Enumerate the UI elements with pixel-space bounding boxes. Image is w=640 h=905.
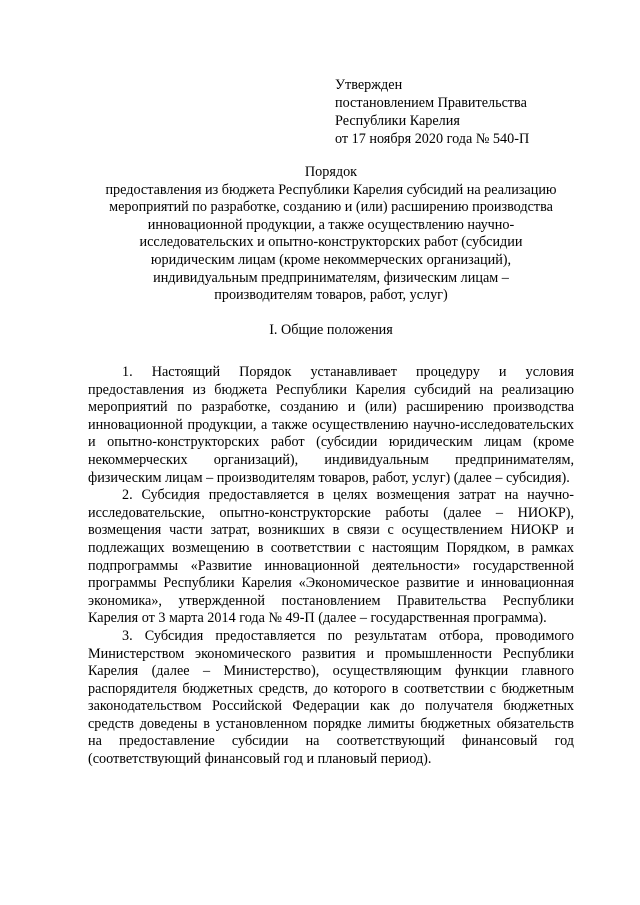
document-body xyxy=(88,364,574,769)
title-line: производителям товаров, работ, услуг) xyxy=(214,287,448,304)
paragraph-1: 1. Настоящий Порядок устанавливает процедуру и условия предоставления из бюджета Республики Карелия субсидий на реализацию мероприятий по разработке, созданию и (или) расширению производства инновационной продукции, а также осуществлению научно-исследовательских и опытно-конструкторских работ (субсидии юридическим лицам (кроме некоммерческих организаций), индивидуальным предпринимателям, физическим лицам – производителям товаров, работ, услуг) (далее – субсидия). xyxy=(88,364,574,486)
paragraph-2: 2. Субсидия предоставляется в целях возмещения затрат на научно-исследовательские, опытно-конструкторские работы (далее – НИОКР), возмещения части затрат, возникших в связи с осуществлением НИОКР и подлежащих возмещению в соответствии с настоящим Порядком, в рамках подпрограммы «Развитие инновационной деятельности» государственной программы Республики Карелия «Экономическое развитие и инновационная экономика», утвержденной постановлением Правительства Республики Карелия от 3 марта 2014 года № 49-П (далее – государственная программа). xyxy=(88,487,574,627)
title-line: предоставления из бюджета Республики Карелия субсидий на реализацию xyxy=(105,181,557,198)
approval-line: Утвержден xyxy=(335,77,403,93)
title-line: индивидуальным предпринимателям, физическим лицам – xyxy=(153,269,509,286)
title-line: юридическим лицам (кроме некоммерческих организаций), xyxy=(150,251,512,268)
section-heading: I. Общие положения xyxy=(269,322,393,338)
title-line: исследовательских и опытно-конструкторских работ (субсидии xyxy=(139,234,523,251)
paragraph-3: 3. Субсидия предоставляется по результатам отбора, проводимого Министерством экономического развития и промышленности Республики Карелия (далее – Министерство), осуществляющим функции главного распорядителя бюджетных средств, до которого в соответствии с бюджетным законодательством Российской Федерации как до получателя бюджетных средств доведены в установленном порядке лимиты бюджетных обязательств на предоставление субсидии на соответствующий финансовый год (соответствующий финансовый год и плановый период). xyxy=(88,627,574,768)
title-line: инновационной продукции, а также осуществлению научно- xyxy=(147,216,515,233)
approval-line: Республики Карелия xyxy=(335,113,460,129)
document-title xyxy=(88,164,574,305)
title-line: мероприятий по разработке, созданию и (или) расширению производства xyxy=(109,199,553,216)
approval-stamp xyxy=(335,76,529,148)
title-heading: Порядок xyxy=(304,164,358,180)
approval-line: постановлением Правительства xyxy=(335,95,527,111)
approval-line: от 17 ноября 2020 года № 540-П xyxy=(335,131,530,147)
